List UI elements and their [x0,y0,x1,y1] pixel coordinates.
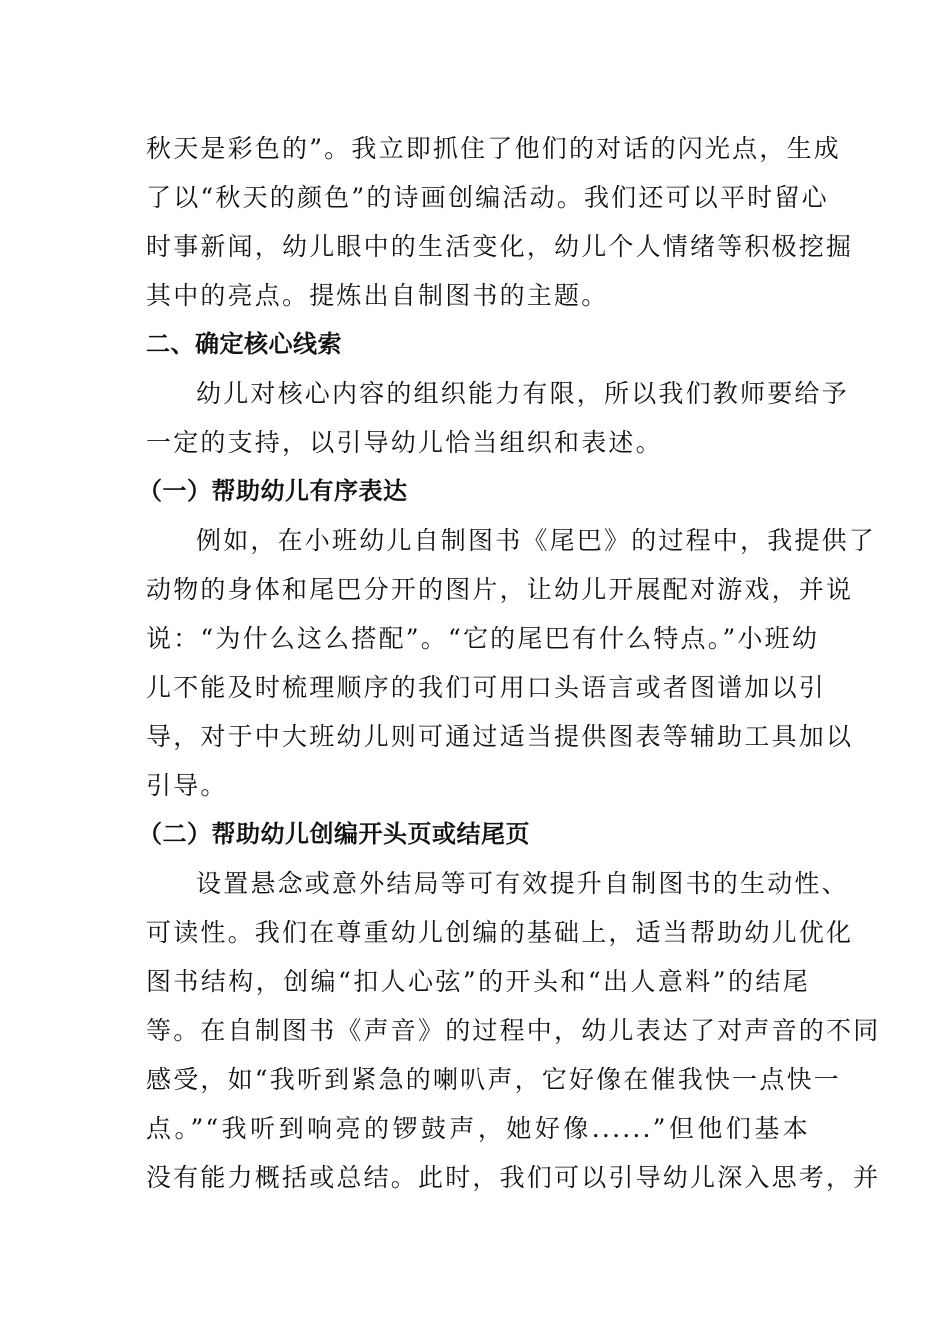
text-line: 幼儿对核心内容的组织能力有限，所以我们教师要给予 [196,379,849,408]
text-line: 点。”“我听到响亮的锣鼓声，她好像......”但他们基本 [146,1114,810,1143]
text-line: 一定的支持，以引导幼儿恰当组织和表述。 [146,428,663,457]
text-line: 说：“为什么这么搭配”。“它的尾巴有什么特点。”小班幼 [146,624,820,653]
paragraph [146,516,877,810]
section-heading: 二、确定核心线索 [146,330,342,358]
paragraph [146,369,849,467]
document-body [138,124,881,1202]
text-line: 秋天是彩色的”。我立即抓住了他们的对话的闪光点，生成 [146,134,841,163]
text-line: 导，对于中大班幼儿则可通过适当提供图表等辅助工具加以 [146,722,854,751]
text-line: 儿不能及时梳理顺序的我们可用口头语言或者图谱加以引 [146,673,827,702]
subsection-heading: （二）帮助幼儿创编开头页或结尾页 [138,820,530,848]
text-line: 时事新闻，幼儿眼中的生活变化，幼儿个人情绪等积极挖掘 [146,232,854,261]
text-line: 设置悬念或意外结局等可有效提升自制图书的生动性、 [196,869,849,898]
text-line: 感受，如“我听到紧急的喇叭声，它好像在催我快一点快一 [146,1065,841,1094]
text-line: 没有能力概括或总结。此时，我们可以引导幼儿深入思考，并 [146,1163,881,1192]
text-line: 例如，在小班幼儿自制图书《尾巴》的过程中，我提供了 [196,526,877,555]
subsection-heading: （一）帮助幼儿有序表达 [138,477,408,505]
text-line: 引导。 [146,771,228,800]
paragraph [146,859,881,1202]
text-line: 等。在自制图书《声音》的过程中，幼儿表达了对声音的不同 [146,1016,881,1045]
text-line: 了以“秋天的颜色”的诗画创编活动。我们还可以平时留心 [146,183,829,212]
paragraph [146,124,854,320]
text-line: 动物的身体和尾巴分开的图片，让幼儿开展配对游戏，并说 [146,575,854,604]
text-line: 可读性。我们在尊重幼儿创编的基础上，适当帮助幼儿优化 [146,918,854,947]
text-line: 图书结构，创编“扣人心弦”的开头和“出人意料”的结尾 [146,967,810,996]
text-line: 其中的亮点。提炼出自制图书的主题。 [146,281,609,310]
